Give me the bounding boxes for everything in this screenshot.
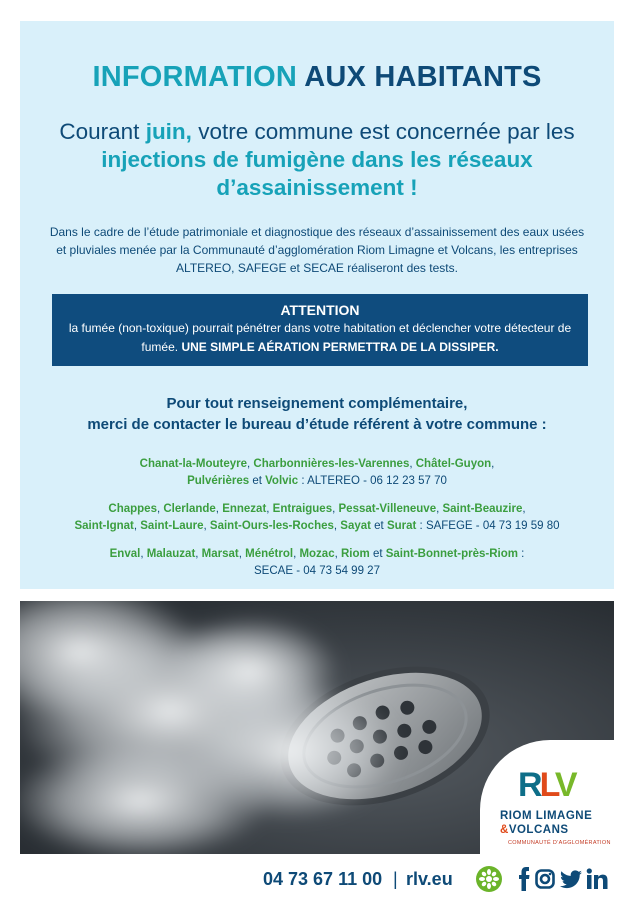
linkedin-icon[interactable] — [586, 867, 608, 891]
logo-line1: RIOM LIMAGNE — [500, 810, 593, 822]
town-name: Pessat-Villeneuve — [338, 503, 437, 515]
town-name: Saint-Laure — [140, 520, 204, 532]
town-separator: , — [491, 458, 495, 470]
town-group — [42, 456, 592, 490]
info-panel — [20, 21, 614, 589]
attention-title: ATTENTION — [280, 302, 360, 318]
town-name: Volvic — [265, 475, 299, 487]
town-groups — [42, 456, 592, 591]
town-separator: , — [293, 548, 300, 560]
town-separator: et — [249, 475, 266, 487]
rlv-mark: RLV — [518, 766, 575, 804]
town-name: Entraigues — [272, 503, 333, 515]
town-separator: , — [215, 503, 223, 515]
town-name: Saint-Ignat — [74, 520, 134, 532]
office-contact: SECAE - 04 73 54 99 27 — [254, 565, 380, 577]
twitter-icon[interactable] — [559, 867, 583, 891]
town-name: Marsat — [201, 548, 239, 560]
town-separator: , — [195, 548, 202, 560]
title-highlight: INFORMATION — [92, 61, 298, 93]
footer-website-link[interactable]: rlv.eu — [406, 869, 453, 889]
town-separator: , — [238, 548, 246, 560]
town-separator: , — [436, 503, 443, 515]
title-rest: AUX HABITANTS — [304, 61, 542, 93]
town-separator: et — [370, 520, 387, 532]
town-separator: , — [334, 548, 341, 560]
town-name: Mozac — [299, 548, 335, 560]
town-name: Saint-Beauzire — [442, 503, 523, 515]
office-contact: : — [517, 548, 525, 560]
logo-line2: &VOLCANS — [500, 824, 569, 836]
attention-strong: UNE SIMPLE AÉRATION PERMETTRA DE LA DISSIPER. — [181, 340, 499, 354]
town-name: Ménétrol — [245, 548, 294, 560]
town-name: Pulvérières — [187, 475, 250, 487]
attention-text: la fumée (non-toxique) pourrait pénétrer dans votre habitation et déclencher votre détecteur de fumée. — [68, 321, 572, 354]
town-name: Chappes — [108, 503, 157, 515]
town-name: Riom — [341, 548, 370, 560]
subtitle: Courant juin, votre commune est concernée par les injections de fumigène dans les réseaux d’assainissement ! — [59, 119, 575, 200]
instagram-icon[interactable] — [535, 867, 555, 891]
footer-separator: | — [393, 869, 398, 889]
town-name: Chanat-la-Mouteyre — [139, 458, 248, 470]
town-name: Surat — [386, 520, 417, 532]
town-separator: , — [133, 520, 141, 532]
town-name: Charbonnières-les-Varennes — [253, 458, 410, 470]
town-name: Sayat — [340, 520, 371, 532]
town-separator: , — [332, 503, 339, 515]
town-name: Châtel-Guyon — [415, 458, 492, 470]
town-separator: et — [369, 548, 386, 560]
town-separator: , — [333, 520, 341, 532]
ecology-badge-icon — [476, 866, 502, 892]
logo-line3: COMMUNAUTÉ D’AGGLOMÉRATION — [508, 840, 611, 846]
footer-phone[interactable]: 04 73 67 11 00 — [263, 869, 383, 889]
town-name: Saint-Bonnet-près-Riom — [385, 548, 518, 560]
town-name: Ennezat — [222, 503, 267, 515]
town-separator: , — [156, 503, 164, 515]
town-separator: , — [203, 520, 210, 532]
town-group — [42, 501, 592, 535]
town-name: Saint-Ours-les-Roches — [209, 520, 334, 532]
facebook-icon[interactable] — [517, 867, 531, 891]
town-separator: , — [140, 548, 147, 560]
town-separator: , — [409, 458, 416, 470]
town-separator: , — [522, 503, 526, 515]
town-name: Enval — [109, 548, 141, 560]
office-contact: : SAFEGE - 04 73 19 59 80 — [416, 520, 560, 532]
attention-box — [52, 294, 588, 366]
town-separator: , — [266, 503, 273, 515]
town-separator: , — [247, 458, 254, 470]
intro-paragraph: Dans le cadre de l’étude patrimoniale et diagnostique des réseaux d’assainissement des eaux usées et pluviales menée par la Communauté d’agglomération Riom Limagne et Volcans, les entreprises ALTEREO, SAFEGE et SECAE réaliseront des tests. — [49, 225, 585, 275]
town-name: Clerlande — [163, 503, 216, 515]
office-contact: : ALTEREO - 06 12 23 57 70 — [298, 475, 447, 487]
town-group — [42, 546, 592, 580]
footer — [20, 866, 614, 896]
page-title — [20, 61, 614, 94]
contact-heading: Pour tout renseignement complémentaire, merci de contacter le bureau d’étude référent à votre commune : — [87, 395, 547, 433]
town-name: Malauzat — [146, 548, 196, 560]
